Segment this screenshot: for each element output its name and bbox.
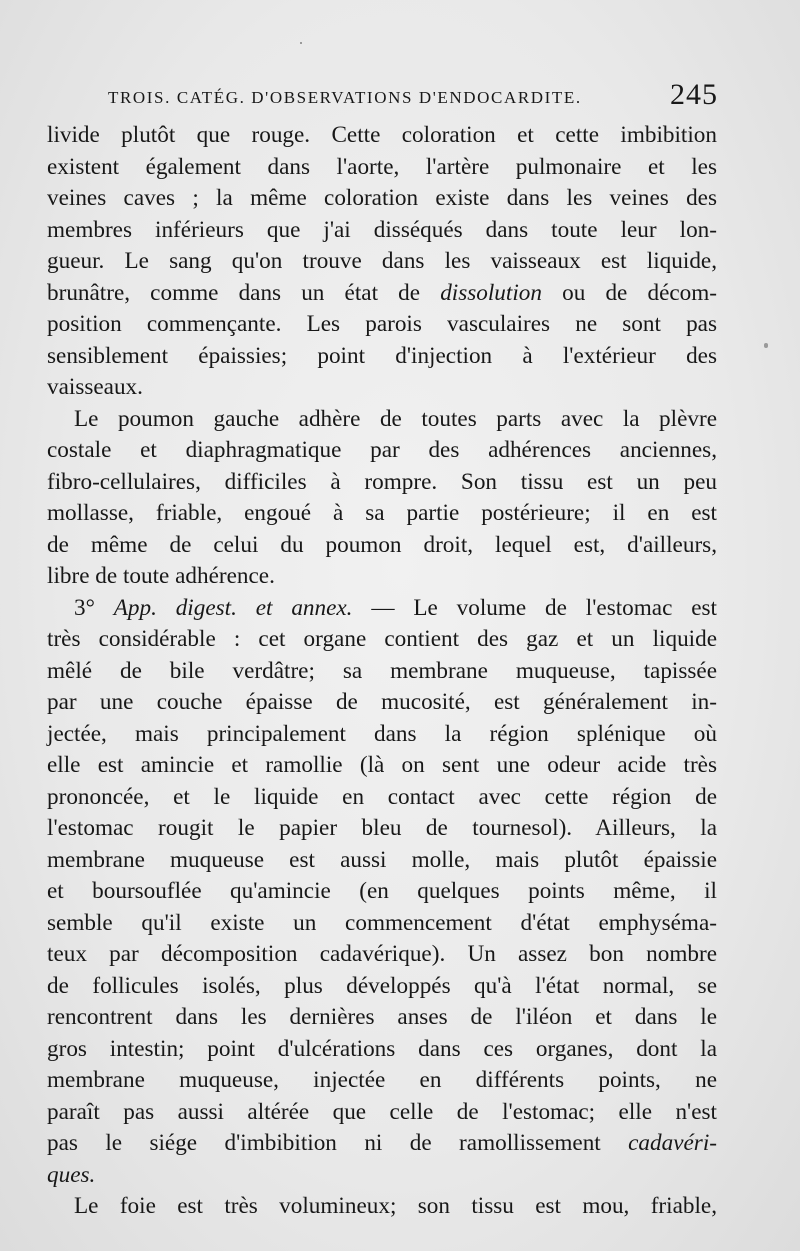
text-line: paraît pas aussi altérée que celle de l'estomac; elle n'est — [47, 1098, 717, 1125]
text-line: vaisseaux. — [47, 374, 143, 400]
text-line: jectée, mais principalement dans la région splénique où — [47, 720, 717, 747]
text-line: rencontrent dans les dernières anses de l'iléon et dans le — [47, 1004, 717, 1030]
text-segment: — Le volume de l'estomac est — [352, 594, 717, 621]
text-line: mêlé de bile verdâtre; sa membrane muqueuse, tapissée — [47, 657, 717, 684]
text-line: veines caves ; la même coloration existe dans les veines des — [47, 185, 717, 211]
text-line: fibro-cellulaires, difficiles à rompre. Son tissu est un peu — [47, 468, 717, 495]
text-line — [47, 1128, 717, 1160]
text-line: de follicules isolés, plus développés qu'à l'état normal, se — [47, 972, 717, 999]
text-line: membres inférieurs que j'ai disséqués dans toute leur lon- — [47, 216, 717, 243]
text-line: prononcée, et le liquide en contact avec cette région de — [47, 783, 717, 810]
text-line — [47, 593, 717, 625]
text-line: membrane muqueuse, injectée en différents points, ne — [47, 1067, 717, 1093]
text-segment: brunâtre, comme dans un état de — [47, 279, 441, 306]
text-line: par une couche épaisse de mucosité, est généralement in- — [47, 689, 717, 715]
text-line: l'estomac rougit le papier bleu de tournesol). Ailleurs, la — [47, 815, 717, 841]
text-line: très considérable : cet organe contient des gaz et un liquide — [47, 626, 717, 652]
italic-term: cadavéri- — [628, 1130, 717, 1156]
printing-speck — [300, 42, 302, 44]
text-line: existent également dans l'aorte, l'artère pulmonaire et les — [47, 153, 717, 180]
italic-term: dissolution — [440, 279, 542, 306]
section-number: 3° — [74, 594, 114, 621]
text-line: et boursouflée qu'amincie (en quelques points même, il — [47, 878, 717, 904]
page-number: 245 — [670, 78, 718, 111]
text-line: sensiblement épaissies; point d'injection à l'extérieur des — [47, 342, 717, 369]
text-line: gros intestin; point d'ulcérations dans ces organes, dont la — [47, 1035, 717, 1062]
section-heading: App. digest. et annex. — [113, 594, 353, 621]
text-line: libre de toute adhérence. — [47, 563, 275, 589]
text-line: mollasse, friable, engoué à sa partie postérieure; il en est — [47, 500, 717, 526]
text-line: Le poumon gauche adhère de toutes parts avec la plèvre — [74, 405, 717, 432]
text-line — [47, 1160, 717, 1192]
body-text — [47, 120, 717, 1223]
text-segment: pas le siége d'imbibition ni de ramollissement — [47, 1130, 629, 1156]
text-line: gueur. Le sang qu'on trouve dans les vaisseaux est liquide, — [47, 248, 717, 274]
text-line: teux par décomposition cadavérique). Un assez bon nombre — [47, 941, 717, 967]
text-line: elle est amincie et ramollie (là on sent une odeur acide très — [47, 752, 717, 778]
printing-speck — [764, 343, 768, 348]
italic-term: ques. — [47, 1161, 96, 1188]
text-line: costale et diaphragmatique par des adhérences anciennes, — [47, 437, 717, 463]
text-line: Le foie est très volumineux; son tissu est mou, friable, — [74, 1193, 717, 1219]
running-title: TROIS. CATÉG. D'OBSERVATIONS D'ENDOCARDITE. — [108, 88, 582, 107]
text-line: livide plutôt que rouge. Cette coloration et cette imbibition — [47, 122, 717, 148]
text-line: position commençante. Les parois vasculaires ne sont pas — [47, 311, 717, 337]
text-line: semble qu'il existe un commencement d'état emphysémа- — [47, 909, 717, 936]
text-segment: ou de décom- — [541, 279, 718, 306]
text-line — [47, 278, 717, 310]
text-line: de même de celui du poumon droit, lequel est, d'ailleurs, — [47, 531, 717, 558]
page-header — [100, 80, 720, 120]
text-line: membrane muqueuse est aussi molle, mais plutôt épaissie — [47, 846, 717, 873]
